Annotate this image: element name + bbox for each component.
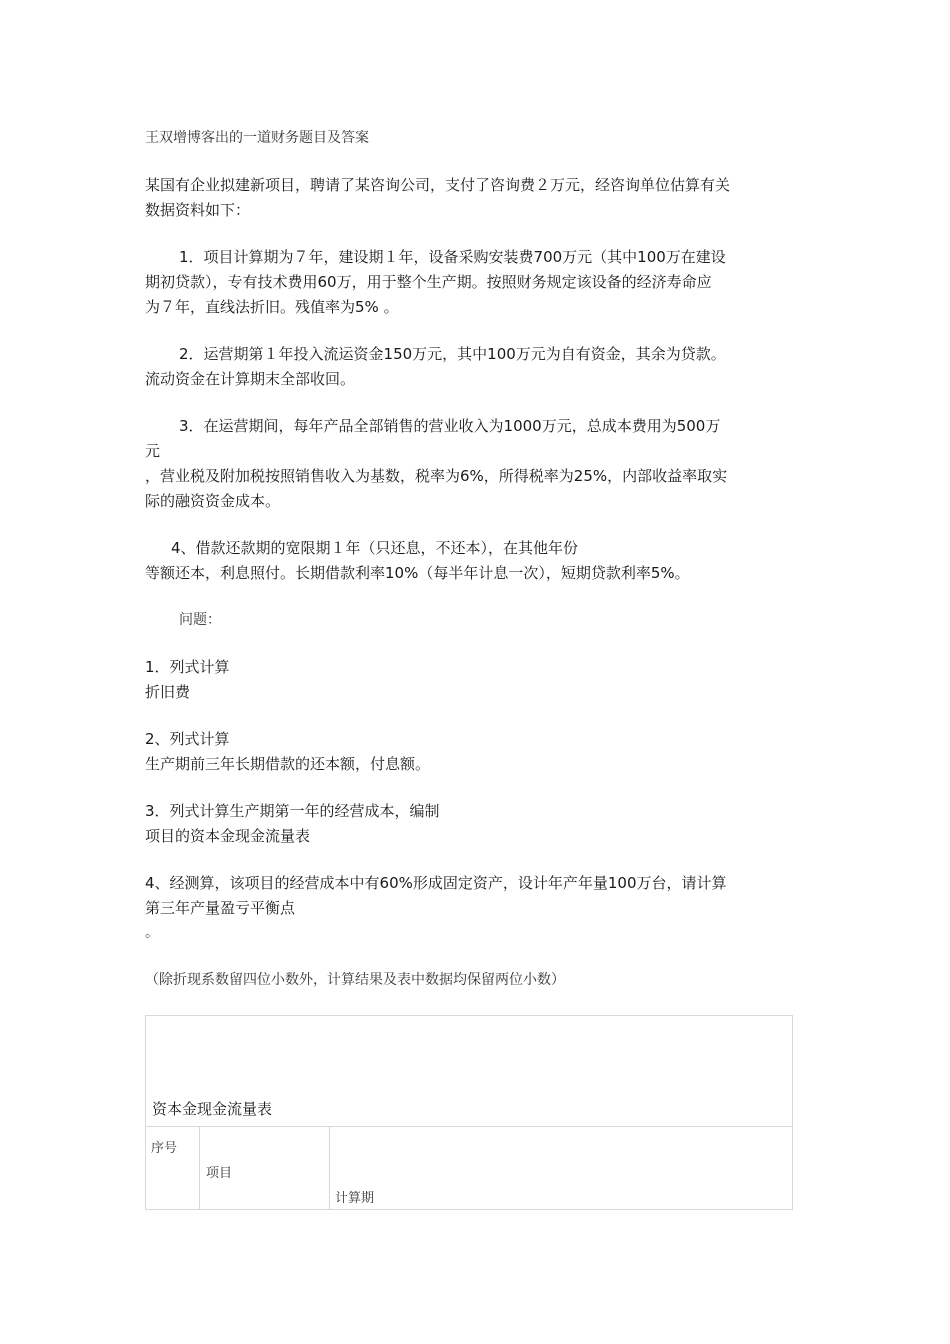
item1-line-2: 期初贷款），专有技术费用60万，用于整个生产期。按照财务规定该设备的经济寿命应 <box>145 273 712 291</box>
header-period: 计算期 <box>335 1191 375 1206</box>
item1-line-3: 为７年，直线法折旧。残值率为5% 。 <box>145 298 399 316</box>
q2-line-2: 生产期前三年长期借款的还本额，付息额。 <box>145 755 431 773</box>
q4-line-1: 4、经测算，该项目的经营成本中有60%形成固定资产，设计年产年量100万台，请计算 <box>145 874 727 892</box>
q1-line-1: 1．列式计算 <box>145 658 230 676</box>
item3-line-1: 3．在运营期间，每年产品全部销售的营业收入为1000万元，总成本费用为500万 <box>179 417 721 435</box>
item4-line-2: 等额还本，利息照付。长期借款利率10%（每半年计息一次），短期贷款利率5%。 <box>145 564 690 582</box>
item2-line-2: 流动资金在计算期末全部收回。 <box>145 370 356 388</box>
q2-line-1: 2、列式计算 <box>145 730 230 748</box>
item3-line-2: 元 <box>145 442 161 460</box>
item3-line-3: ，营业税及附加税按照销售收入为基数，税率为6%，所得税率为25%，内部收益率取实 <box>145 467 728 485</box>
item4-line-1: 4、借款还款期的宽限期１年（只还息，不还本），在其他年份 <box>171 539 579 557</box>
header-serial-no: 序号 <box>151 1141 178 1156</box>
question-label: 问题： <box>179 612 221 628</box>
table-header-divider <box>146 1126 792 1127</box>
item1-line-1: 1．项目计算期为７年，建设期１年，设备采购安装费700万元（其中100万在建设 <box>179 248 726 266</box>
q3-line-2: 项目的资本金现金流量表 <box>145 827 311 845</box>
table-caption: 资本金现金流量表 <box>152 1100 273 1118</box>
item2-line-1: 2．运营期第１年投入流运资金150万元，其中100万元为自有资金，其余为贷款。 <box>179 345 726 363</box>
intro-line-2: 数据资料如下： <box>145 201 251 219</box>
item3-line-4: 际的融资资金成本。 <box>145 492 281 510</box>
column-divider-2 <box>329 1126 330 1209</box>
intro-line-1: 某国有企业拟建新项目，聘请了某咨询公司，支付了咨询费２万元，经咨询单位估算有关 <box>145 176 731 194</box>
q4-line-3: 。 <box>145 925 159 941</box>
header-item: 项目 <box>206 1166 233 1181</box>
column-divider-1 <box>199 1126 200 1209</box>
doc-title: 王双增博客出的一道财务题目及答案 <box>145 130 369 146</box>
q4-line-2: 第三年产量盈亏平衡点 <box>145 899 296 917</box>
cash-flow-table <box>145 1015 793 1210</box>
q3-line-1: 3．列式计算生产期第一年的经营成本，编制 <box>145 802 440 820</box>
q1-line-2: 折旧费 <box>145 683 191 701</box>
rounding-note: （除折现系数留四位小数外，计算结果及表中数据均保留两位小数） <box>145 972 565 988</box>
